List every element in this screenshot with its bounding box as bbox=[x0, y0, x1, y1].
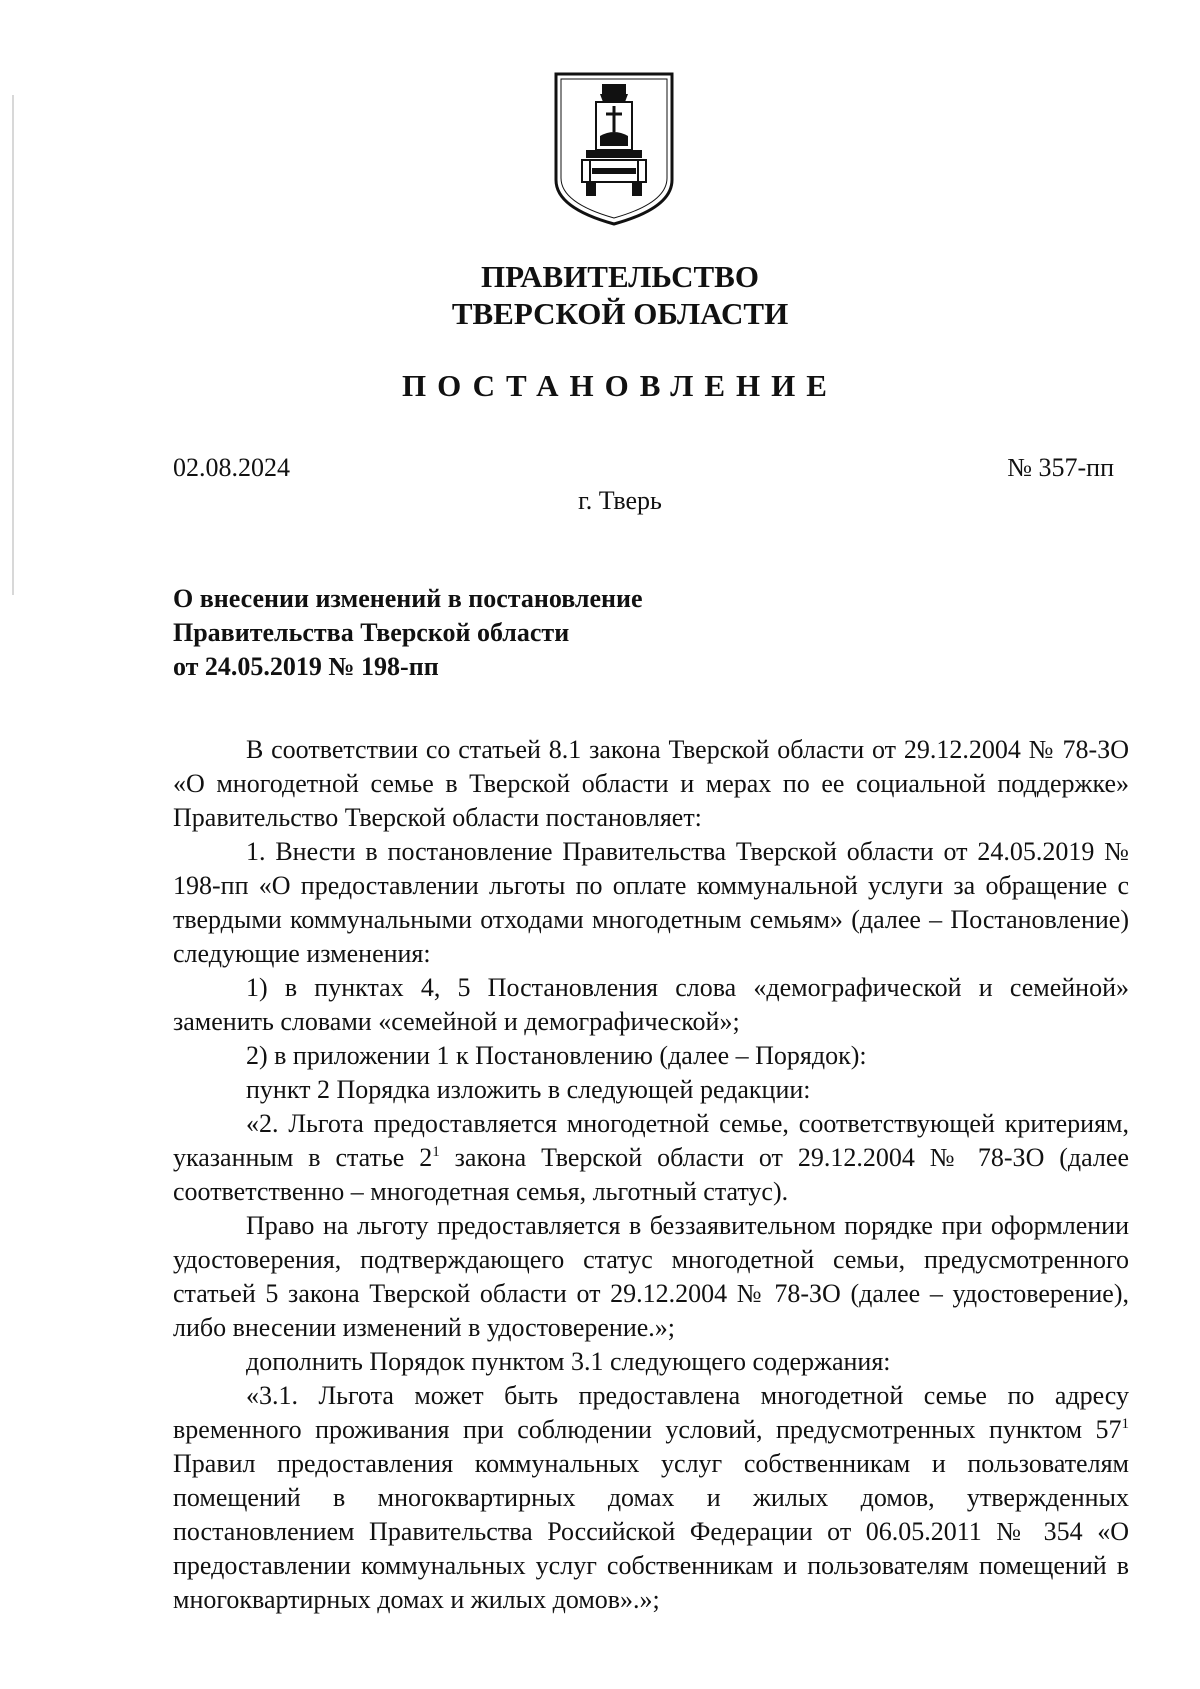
document-subject bbox=[173, 582, 643, 684]
tver-coat-of-arms-icon bbox=[552, 70, 676, 228]
government-name bbox=[0, 258, 1200, 332]
point-2-superscript: 1 bbox=[432, 1144, 440, 1160]
paragraph-point-3-1-intro: дополнить Порядок пунктом 3.1 следующего содержания: bbox=[246, 1347, 891, 1376]
government-line-2: ТВЕРСКОЙ ОБЛАСТИ bbox=[451, 296, 789, 331]
point-3-1-text-a: «3.1. Льгота может быть предоставлена многодетной семье по адресу временного проживания при соблюдении условий, предусмотренных пунктом 57 bbox=[173, 1381, 1129, 1444]
subject-line-3: от 24.05.2019 № 198-пп bbox=[173, 652, 439, 681]
point-2-text-a: «2. Льгота предоставляется многодетной семье, соответствующей критериям, указанным в статье 2 bbox=[173, 1109, 1129, 1172]
paragraph-subitem-1: 1) в пунктах 4, 5 Постановления слова «демографической и семейной» заменить словами «семейной и демографической»; bbox=[173, 973, 1129, 1036]
scan-edge-line bbox=[0, 95, 14, 595]
subject-line-2: Правительства Тверской области bbox=[173, 618, 570, 647]
point-3-1-superscript: 1 bbox=[1121, 1416, 1129, 1432]
document-city: г. Тверь bbox=[578, 486, 662, 515]
document-type: ПОСТАНОВЛЕНИЕ bbox=[402, 368, 838, 403]
paragraph-point-2-intro: пункт 2 Порядка изложить в следующей редакции: bbox=[246, 1075, 811, 1104]
document-number: № 357-пп bbox=[1007, 453, 1114, 482]
paragraph-right-to-benefit: Право на льготу предоставляется в беззаявительном порядке при оформлении удостоверения, подтверждающего статус многодетной семьи, предусмотренного статьей 5 закона Тверской области от 29.12.2004 № 78-ЗО (далее – удостоверение), либо внесении изменений в удостоверение.»; bbox=[173, 1211, 1129, 1342]
paragraph-point-3-1-text bbox=[173, 1379, 1129, 1617]
government-line-1: ПРАВИТЕЛЬСТВО bbox=[481, 259, 759, 294]
point-2-text-b: закона Тверской области от 29.12.2004 № 78-ЗО (далее соответственно – многодетная семья, льготный статус). bbox=[173, 1143, 1129, 1206]
document-date: 02.08.2024 bbox=[173, 453, 290, 482]
subject-line-1: О внесении изменений в постановление bbox=[173, 584, 643, 613]
paragraph-subitem-2: 2) в приложении 1 к Постановлению (далее – Порядок): bbox=[246, 1041, 867, 1070]
paragraph-item-1: 1. Внести в постановление Правительства Тверской области от 24.05.2019 № 198-пп «О предоставлении льготы по оплате коммунальной услуги за обращение с твердыми коммунальными отходами многодетным семьям» (далее – Постановление) следующие изменения: bbox=[173, 837, 1129, 968]
paragraph-preamble: В соответствии со статьей 8.1 закона Тверской области от 29.12.2004 № 78-ЗО «О многодетной семье в Тверской области и мерах по ее социальной поддержке» Правительство Тверской области постановляет: bbox=[173, 735, 1129, 832]
point-3-1-text-b: Правил предоставления коммунальных услуг собственникам и пользователям помещений в многоквартирных домах и жилых домов, утвержденных постановлением Правительства Российской Федерации от 06.05.2011 № 354 «О предоставлении коммунальных услуг собственникам и пользователям помещений в многоквартирных домах и жилых домов».»; bbox=[173, 1449, 1129, 1614]
document-body bbox=[173, 733, 1129, 1617]
paragraph-point-2-text bbox=[173, 1107, 1129, 1209]
